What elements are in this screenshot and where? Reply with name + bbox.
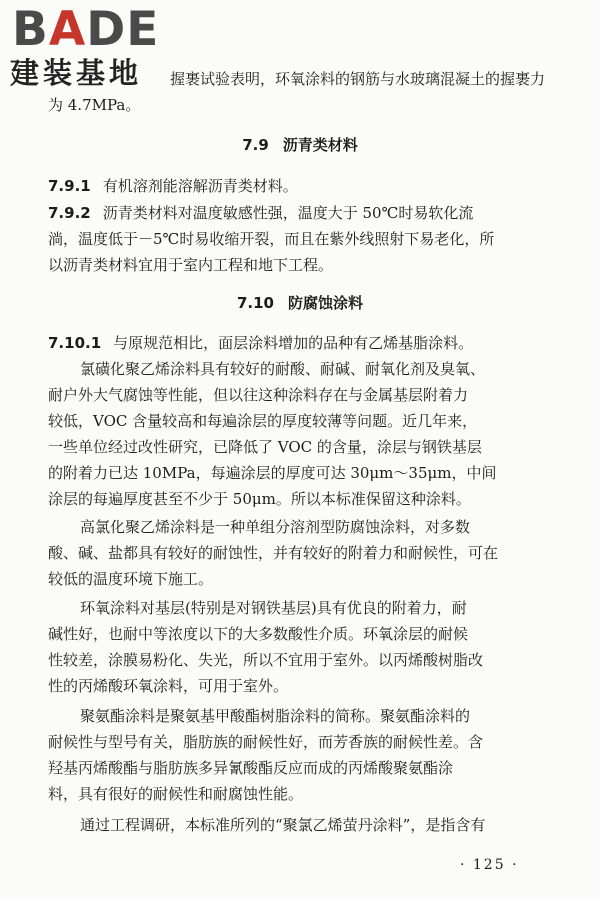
paragraph-line: 以沥青类材料宜用于室内工程和地下工程。 [48, 256, 334, 274]
watermark-brand: BADE [12, 2, 160, 57]
watermark-subtitle: 建装基地 [10, 56, 143, 90]
paragraph-line: 高氯化聚乙烯涂料是一种单组分溶剂型防腐蚀涂料，对多数 [80, 518, 471, 536]
paragraph-line: 较低的温度环境下施工。 [48, 570, 214, 588]
paragraph-line: 环氧涂料对基层(特别是对钢铁基层)具有优良的附着力，耐 [80, 599, 467, 617]
clause-7-10-1: 7.10.1 与原规范相比，面层涂料增加的品种有乙烯基脂涂料。 [48, 334, 474, 352]
watermark-logo [6, 2, 176, 98]
paragraph-line: 耐户外大气腐蚀等性能，但以往这种涂料存在与金属基层附着力 [48, 386, 469, 404]
page-number: · 125 · [460, 857, 519, 873]
paragraph-line: 耐候性与型号有关，脂肪族的耐候性好，而芳香族的耐候性差。含 [48, 733, 484, 751]
clause-7-9-2: 7.9.2 沥青类材料对温度敏感性强，温度大于 50℃时易软化流 [48, 204, 474, 222]
paragraph-line: 氯磺化聚乙烯涂料具有较好的耐酸、耐碱、耐氧化剂及臭氧、 [80, 360, 486, 378]
paragraph-line: 碱性好，也耐中等浓度以下的大多数酸性介质。环氧涂层的耐候 [48, 625, 469, 643]
paragraph-line: 性较差，涂膜易粉化、失光，所以不宜用于室外。以丙烯酸树脂改 [48, 651, 484, 669]
paragraph-line: 聚氨酯涂料是聚氨基甲酸酯树脂涂料的简称。聚氨酯涂料的 [80, 707, 471, 725]
paragraph-line: 料，具有很好的耐候性和耐腐蚀性能。 [48, 785, 304, 803]
paragraph-line: 羟基丙烯酸酯与脂肪族多异氰酸酯反应而成的丙烯酸聚氨酯涂 [48, 759, 454, 777]
paragraph-line: 淌，温度低于－5℃时易收缩开裂，而且在紫外线照射下易老化，所 [48, 230, 495, 248]
paragraph-line: 性的丙烯酸环氧涂料，可用于室外。 [48, 677, 289, 695]
section-heading-7-9: 7.9 沥青类材料 [242, 136, 358, 154]
paragraph-line: 较低，VOC 含量较高和每遍涂层的厚度较薄等问题。近几年来， [48, 412, 478, 430]
paragraph-line: 通过工程调研，本标准所列的“聚氯乙烯萤丹涂料”，是指含有 [80, 816, 486, 834]
section-heading-7-10: 7.10 防腐蚀涂料 [236, 294, 364, 312]
paragraph-line: 为 4.7MPa。 [48, 96, 141, 114]
clause-7-9-1: 7.9.1 有机溶剂能溶解沥青类材料。 [48, 177, 298, 195]
paragraph-line: 涂层的每遍厚度甚至不少于 50μm。所以本标准保留这种涂料。 [48, 490, 471, 508]
paragraph-line: 酸、碱、盐都具有较好的耐蚀性，并有较好的附着力和耐候性，可在 [48, 544, 499, 562]
paragraph-line: 握裹试验表明，环氧涂料的钢筋与水玻璃混凝土的握裹力 [170, 70, 546, 88]
paragraph-line: 一些单位经过改性研究，已降低了 VOC 的含量，涂层与钢铁基层 [48, 438, 482, 456]
paragraph-line: 的附着力已达 10MPa，每遍涂层的厚度可达 30μm～35μm，中间 [48, 464, 497, 482]
